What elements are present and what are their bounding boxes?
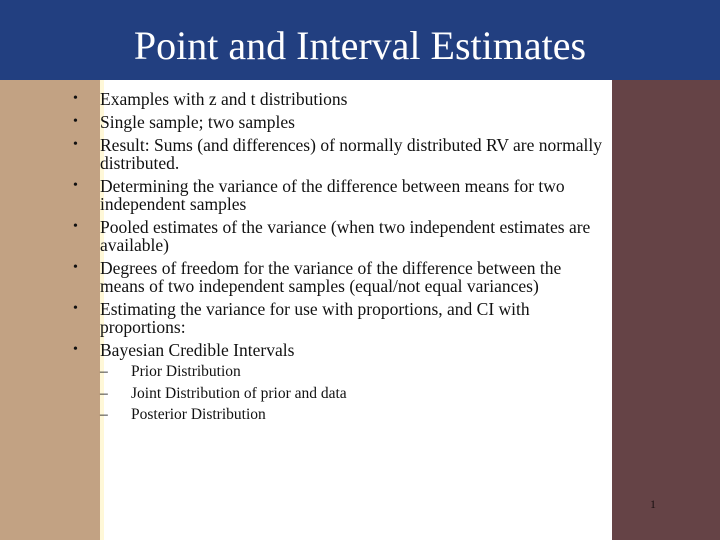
bullet-text: Degrees of freedom for the variance of the difference between the means of two independent samples (equal/not equal variances) <box>100 258 562 296</box>
bullet-text: Single sample; two samples <box>100 112 295 132</box>
slide-body <box>0 90 612 429</box>
bullet-text: Result: Sums (and differences) of normally distributed RV are normally distributed. <box>100 135 602 173</box>
bullet-item <box>0 259 612 295</box>
bullet-text: Pooled estimates of the variance (when two independent estimates are available) <box>100 217 591 255</box>
dash-icon: – <box>100 406 108 423</box>
bullet-item <box>0 341 612 424</box>
bullet-icon: • <box>73 260 78 275</box>
bullet-icon: • <box>73 114 78 129</box>
dash-icon: – <box>100 384 108 402</box>
bullet-text: Estimating the variance for use with proportions, and CI with proportions: <box>100 299 530 337</box>
bullet-icon: • <box>73 91 78 106</box>
bullet-item <box>0 300 612 336</box>
sub-bullet-item <box>100 385 604 403</box>
sub-bullet-item <box>100 363 604 381</box>
bullet-item <box>0 177 612 213</box>
bullet-icon: • <box>73 219 78 234</box>
sub-bullet-text: Prior Distribution <box>131 363 241 380</box>
sub-bullet-text: Posterior Distribution <box>131 406 266 423</box>
sub-bullet-item <box>100 406 604 424</box>
bullet-item <box>0 90 612 108</box>
bullet-icon: • <box>73 137 78 152</box>
page-number: 1 <box>650 497 656 511</box>
bullet-list <box>0 90 612 424</box>
bullet-item <box>0 136 612 172</box>
bullet-icon: • <box>73 301 78 316</box>
sub-bullet-list <box>100 363 604 424</box>
dash-icon: – <box>100 363 108 380</box>
bullet-item <box>0 218 612 254</box>
bullet-text: Examples with z and t distributions <box>100 89 348 109</box>
bullet-text: Determining the variance of the difference between means for two independent samples <box>100 176 565 214</box>
bullet-icon: • <box>73 342 78 357</box>
bullet-text: Bayesian Credible Intervals <box>100 340 295 360</box>
sub-bullet-text: Joint Distribution of prior and data <box>131 384 347 402</box>
slide-title: Point and Interval Estimates <box>133 23 587 68</box>
bullet-item <box>0 113 612 131</box>
bullet-icon: • <box>73 178 78 193</box>
right-decorative-panel <box>612 80 720 540</box>
